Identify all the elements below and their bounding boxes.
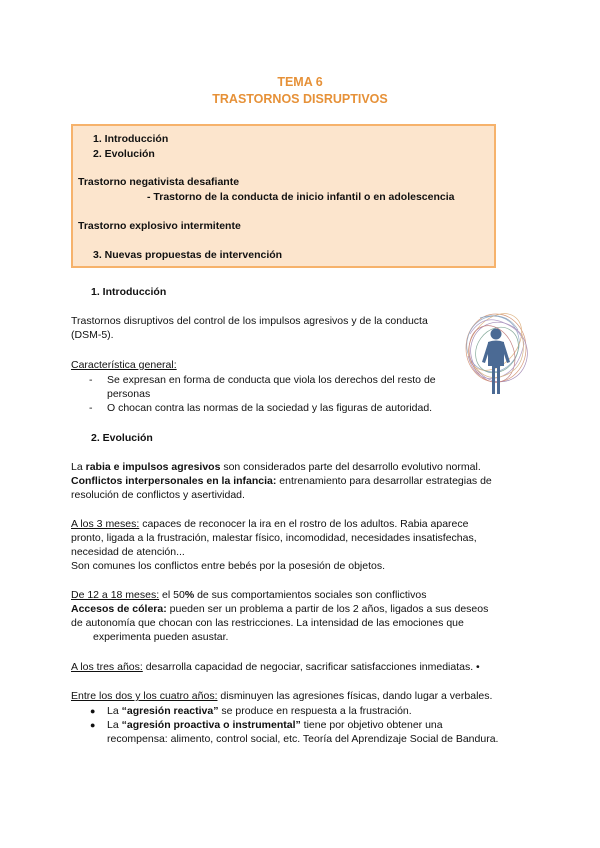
period-label: A los tres años: <box>71 661 143 673</box>
page-title: TRASTORNOS DISRUPTIVOS <box>212 92 388 106</box>
three-years-paragraph <box>71 660 480 674</box>
three-months-paragraph <box>71 517 468 531</box>
toc-conducta: - Trastorno de la conducta de inicio infantil o en adolescencia <box>147 191 455 203</box>
dash-bullet: - <box>89 402 93 414</box>
paragraph-line: pronto, ligada a la frustración, malestar físico, incomodidad, necesidades insatisfechas, <box>71 532 477 544</box>
text-run: el 50 <box>159 589 185 601</box>
topic-number: TEMA 6 <box>277 75 323 89</box>
text-run-bold: Accesos de cólera: <box>71 603 167 615</box>
bullet-dot: ● <box>90 706 96 716</box>
colera-paragraph <box>71 602 488 616</box>
list-item-proactiva <box>107 718 443 732</box>
toc-item-introduccion: 1. Introducción <box>93 133 169 145</box>
paragraph-line: de autonomía que chocan con las restricciones. La intensidad de las emociones que <box>71 617 464 629</box>
conflictos-paragraph-line: resolución de conflictos y asertividad. <box>71 489 245 501</box>
period-label: Entre los dos y los cuatro años: <box>71 690 218 702</box>
text-run-bold: Conflictos interpersonales en la infancia: <box>71 475 277 487</box>
list-item-reactiva <box>107 704 412 718</box>
twelve-months-paragraph <box>71 588 426 602</box>
paragraph-line: necesidad de atención... <box>71 546 185 558</box>
text-run: desarrolla capacidad de negociar, sacrificar satisfacciones inmediatas. • <box>142 661 480 673</box>
general-characteristic-label: Característica general: <box>71 359 177 371</box>
intro-paragraph-line: Trastornos disruptivos del control de los impulsos agresivos y de la conducta <box>71 315 428 327</box>
list-item-continuation: recompensa: alimento, control social, etc. Teoría del Aprendizaje Social de Bandura. <box>107 733 499 745</box>
list-item: Se expresan en forma de conducta que viola los derechos del resto de <box>107 374 436 386</box>
paragraph-line: experimenta pueden asustar. <box>93 631 229 643</box>
list-item-continuation: personas <box>107 388 151 400</box>
section-heading-evolucion: 2. Evolución <box>91 432 153 444</box>
text-run: son considerados parte del desarrollo evolutivo normal. <box>220 461 481 473</box>
toc-item-propuestas: 3. Nuevas propuestas de intervención <box>93 249 283 261</box>
scribble-person-illustration <box>462 304 530 410</box>
rabia-paragraph <box>71 460 481 474</box>
period-label: A los 3 meses: <box>71 518 140 530</box>
conflictos-paragraph <box>71 474 492 488</box>
two-to-four-years-paragraph <box>71 689 492 703</box>
bullet-dot: ● <box>90 720 96 730</box>
table-of-contents-box <box>71 124 496 268</box>
period-label: De 12 a 18 meses: <box>71 589 160 601</box>
text-run: pueden ser un problema a partir de los 2 años, ligados a sus deseos <box>166 603 489 615</box>
text-run-bold: rabia e impulsos agresivos <box>85 461 221 473</box>
text-run: entrenamiento para desarrollar estrategias de <box>276 475 492 487</box>
section-heading-introduccion: 1. Introducción <box>91 286 167 298</box>
toc-item-evolucion: 2. Evolución <box>93 148 155 160</box>
list-item: O chocan contra las normas de la sociedad y las figuras de autoridad. <box>107 402 433 414</box>
intro-paragraph-line: (DSM-5). <box>71 329 114 341</box>
text-run: disminuyen las agresiones físicas, dando lugar a verbales. <box>217 690 493 702</box>
text-run: tiene por objetivo obtener una <box>300 719 443 731</box>
text-run: La <box>107 719 122 731</box>
text-run: La <box>107 705 122 717</box>
text-run: de sus comportamientos sociales son conflictivos <box>194 589 427 601</box>
paragraph-line: Son comunes los conflictos entre bebés por la posesión de objetos. <box>71 560 386 572</box>
text-run-bold: “agresión reactiva” <box>121 705 219 717</box>
text-run-bold: “agresión proactiva o instrumental” <box>121 719 301 731</box>
toc-negativista: Trastorno negativista desafiante <box>78 176 240 188</box>
text-run: capaces de reconocer la ira en el rostro de los adultos. Rabia aparece <box>139 518 469 530</box>
toc-explosivo: Trastorno explosivo intermitente <box>78 220 241 232</box>
dash-bullet: - <box>89 374 93 386</box>
text-run: se produce en respuesta a la frustración. <box>218 705 412 717</box>
text-run-bold: % <box>184 589 195 601</box>
text-run: La <box>71 461 86 473</box>
